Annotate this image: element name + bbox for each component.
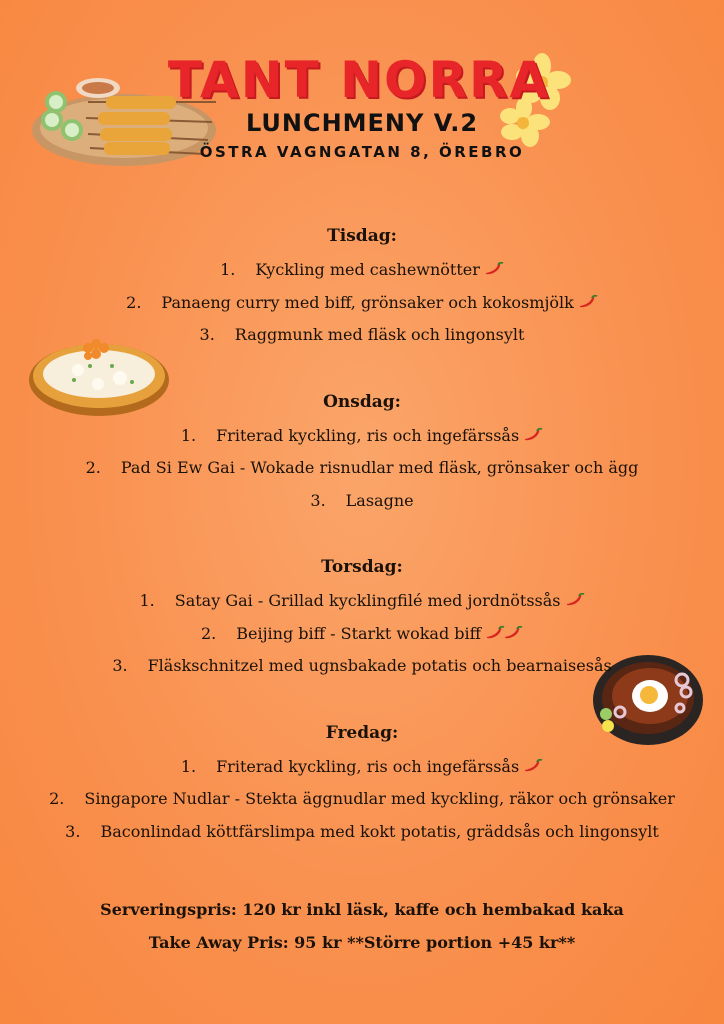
dish-item [0, 585, 724, 618]
dish-name: Friterad kyckling, ris och ingefärssås [216, 425, 520, 445]
dish-number: 1. [139, 591, 155, 610]
dish-number: 3. [112, 656, 128, 675]
day-heading: Tisdag: [327, 226, 397, 246]
dish-name: Pad Si Ew Gai - Wokade risnudlar med fläsk, grönsaker och ägg [120, 458, 639, 477]
dish-item [0, 751, 724, 784]
dish-item [0, 783, 724, 816]
day-heading: Onsdag: [323, 391, 401, 412]
dish-name: Beijing biff - Starkt wokad biff [236, 623, 482, 643]
chili-icon [503, 626, 523, 640]
dish-number: 3. [199, 325, 215, 344]
chili-icon [565, 593, 585, 607]
dish-name: Lasagne [345, 490, 414, 510]
dish-number: 1. [180, 756, 197, 776]
dish-item [0, 287, 724, 320]
dish-number: 2. [200, 623, 217, 643]
price-info [0, 893, 724, 959]
dish-number: 1. [220, 260, 236, 279]
dish-number: 2. [126, 292, 142, 312]
day-heading: Fredag: [325, 722, 399, 743]
dish-name: Raggmunk med fläsk och lingonsylt [234, 325, 525, 344]
restaurant-name: TANT NORRA [167, 51, 551, 109]
dish-list [0, 585, 724, 683]
dish-list [0, 254, 724, 352]
serving-price: Serveringspris: 120 kr inkl läsk, kaffe och hembakad kaka [100, 900, 624, 919]
header [0, 52, 724, 164]
menu-title: LUNCHMENY V.2 [245, 109, 479, 137]
day-heading: Torsdag: [321, 557, 403, 577]
dish-item [0, 618, 724, 651]
dish-name: Friterad kyckling, ris och ingefärssås [216, 756, 520, 776]
dish-name: Satay Gai - Grillad kycklingfilé med jordnötssås [174, 591, 561, 610]
day-section-torsdag [0, 553, 724, 683]
dish-list [0, 420, 724, 518]
weekly-menu [0, 222, 724, 884]
takeaway-price: Take Away Pris: 95 kr **Större portion +45 kr** [148, 933, 576, 952]
dish-item [0, 485, 724, 518]
dish-name: Baconlindad köttfärslimpa med kokt potatis, gräddsås och lingonsylt [100, 821, 659, 841]
day-section-tisdag [0, 222, 724, 352]
day-section-onsdag [0, 388, 724, 518]
dish-name: Panaeng curry med biff, grönsaker och kokosmjölk [161, 292, 574, 312]
dish-number: 2. [49, 789, 65, 808]
dish-item [0, 816, 724, 849]
dish-item [0, 650, 724, 683]
dish-item [0, 319, 724, 352]
day-section-fredag [0, 719, 724, 849]
dish-number: 1. [180, 425, 197, 445]
chili-icon [578, 295, 598, 309]
chili-icon [485, 626, 505, 640]
dish-name: Singapore Nudlar - Stekta äggnudlar med kyckling, räkor och grönsaker [84, 789, 675, 808]
dish-item [0, 420, 724, 453]
dish-item [0, 254, 724, 287]
chili-icon [523, 428, 543, 442]
dish-list [0, 751, 724, 849]
dish-number: 3. [310, 490, 326, 510]
dish-name: Kyckling med cashewnötter [255, 260, 480, 279]
chili-icon [484, 262, 504, 276]
chili-icon [523, 759, 543, 773]
dish-number: 2. [85, 458, 101, 477]
dish-item [0, 452, 724, 485]
dish-number: 3. [65, 821, 81, 841]
address: ÖSTRA VAGNGATAN 8, ÖREBRO [199, 143, 525, 161]
dish-name: Fläskschnitzel med ugnsbakade potatis och bearnaisesås [147, 656, 612, 675]
